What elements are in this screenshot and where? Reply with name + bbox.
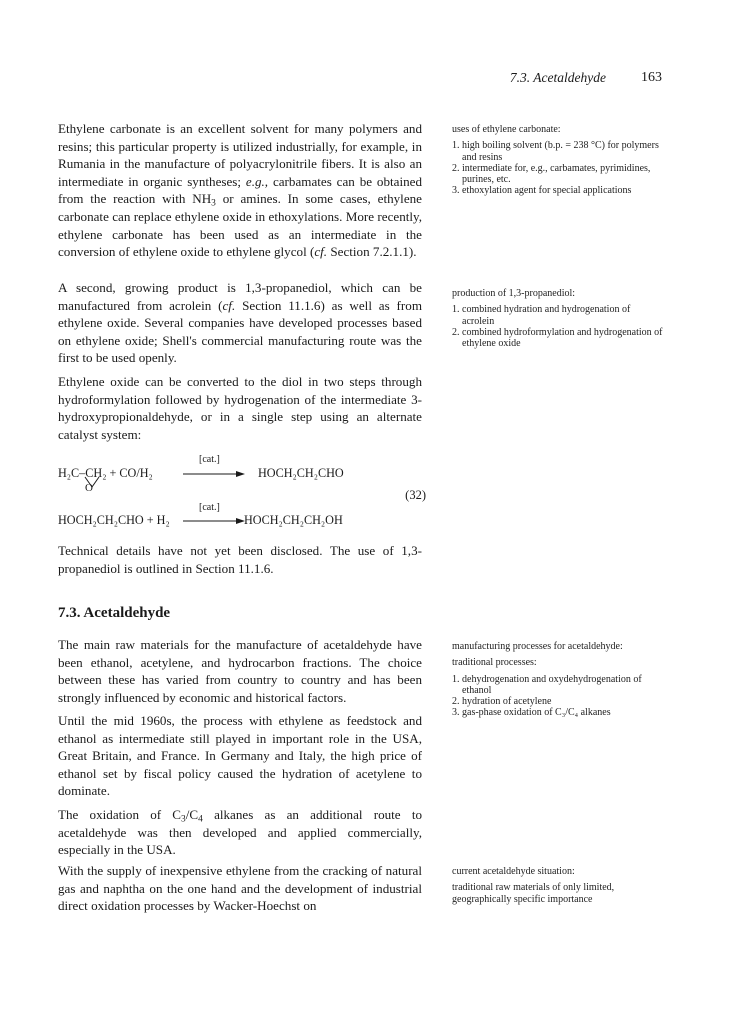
sidenote-title: uses of ethylene carbonate: — [452, 124, 561, 135]
paragraph-technical-details: Technical details have not yet been disclosed. The use of 1,3-propanediol is outlined in Section 11.1.6. — [58, 543, 422, 576]
equation-32 — [58, 454, 426, 534]
eq-r1-oxygen: O — [85, 482, 93, 494]
list-item: 3. gas-phase oxidation of C₃/C₄ alkanes — [452, 707, 611, 719]
page-number: 163 — [641, 70, 662, 85]
list-item: 1. combined hydration and hydrogenation of acrolein — [452, 304, 631, 327]
equation-number: (32) — [405, 488, 426, 502]
sidenote-text: traditional raw materials of only limited, geographically specific importance — [452, 882, 615, 905]
running-title: 7.3. Acetaldehyde — [509, 70, 606, 85]
list-item: 2. intermediate for, e.g., carbamates, pyrimidines, purines, etc. — [452, 162, 651, 186]
paragraph-propanediol: A second, growing product is 1,3-propanediol, which can be manufactured from acrolein (cf. Section 11.1.6) as well as from ethylene oxide. Several companies have developed processes based on ethylene oxide; Shell's commercial manufacturing route was the first to be used openly. — [58, 280, 423, 366]
eq-r1-catalyst: [cat.] — [199, 454, 220, 465]
paragraph-ethylene-carbonate: Ethylene carbonate is an excellent solvent for many polymers and resins; this particular property is utilized industrially, for example, in Rumania in the manufacture of polyacrylonitrile fibers. It is also an intermediate in organic syntheses; e.g., carbamates can be obtained from the reaction with $NH_3$ or amines. In some cases, ethylene carbonate can replace ethylene oxide in ethoxylations. More recently, ethylene carbonate has been used as an intermediate in the conversion of ethylene oxide to ethylene glycol (cf. Section 7.2.1.1). — [58, 121, 422, 260]
list-item: 1. dehydrogenation and oxydehydrogenation of ethanol — [452, 673, 642, 696]
sidenote-title: production of 1,3-propanediol: — [452, 288, 576, 299]
reaction-arrow-icon — [183, 514, 245, 528]
eq-r2-catalyst: [cat.] — [199, 502, 220, 513]
sidenote-title: current acetaldehyde situation: — [452, 866, 575, 877]
section-heading: 7.3. Acetaldehyde — [58, 605, 171, 621]
sidenote-title: manufacturing processes for acetaldehyde: — [452, 641, 623, 652]
sidenote-list — [452, 674, 664, 719]
reaction-arrow-icon — [183, 467, 245, 481]
sidenote-list — [452, 304, 664, 349]
paragraph-conversion: Ethylene oxide can be converted to the diol in two steps through hydroformylation followed by hydrogenation of the intermediate 3-hydroxypropionaldehyde, or in a single step using an alternate catalyst system: — [58, 374, 422, 442]
paragraph-history: Until the mid 1960s, the process with ethylene as feedstock and ethanol as intermediate still played in important role in the USA, Great Britain, and France. In Germany and Italy, the high price of ethanol set by fiscal policy caused the hydration of acetylene to dominate. — [58, 713, 422, 799]
list-item: 2. hydration of acetylene — [452, 696, 552, 708]
sidenote-list — [452, 140, 664, 196]
eq-r2-product: HOCH₂CH₂CH₂OH — [244, 513, 343, 527]
eq-r2-reactant: HOCH₂CH₂CHO + H₂ — [58, 513, 170, 527]
sidenote-subtitle: traditional processes: — [452, 657, 537, 669]
list-item: 3. ethoxylation agent for special applications — [452, 185, 632, 197]
eq-r1-reactant: H₂C–CH₂ + CO/H₂ — [58, 466, 153, 480]
paragraph-raw-materials: The main raw materials for the manufacture of acetaldehyde have been ethanol, acetylene, and hydrocarbon fractions. The choice between these has varied from country to country and has been strongly influenced by economic and historical factors. — [58, 637, 422, 705]
paragraph-ethylene-supply: With the supply of inexpensive ethylene from the cracking of natural gas and naphtha on the one hand and the development of industrial direct oxidation processes by Wacker-Hoechst on — [58, 863, 422, 914]
sidenote-production — [452, 288, 664, 349]
page-header — [450, 70, 662, 90]
list-item: 2. combined hydroformylation and hydrogenation of ethylene oxide — [452, 326, 663, 350]
sidenote-uses — [452, 124, 664, 197]
eq-r1-product: HOCH₂CH₂CHO — [258, 466, 344, 480]
sidenote-manufacturing — [452, 641, 664, 719]
paragraph-alkane-oxidation: The oxidation of $C_3/C_4$ alkanes as an additional route to acetaldehyde was then developed and applied commercially, especially in the USA. — [58, 807, 423, 858]
list-item: 1. high boiling solvent (b.p. = 238 °C) for polymers and resins — [452, 140, 659, 163]
sidenote-current — [452, 866, 664, 910]
